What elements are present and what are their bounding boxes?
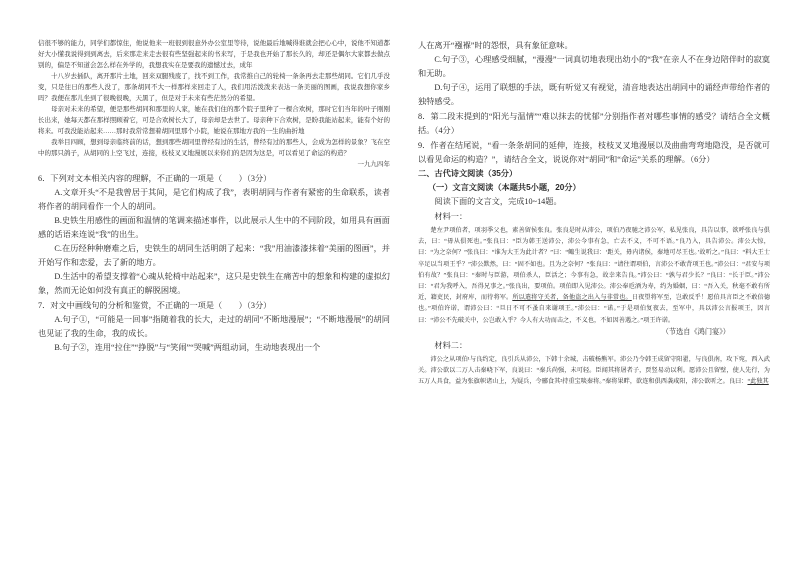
essay-excerpt <box>38 38 390 159</box>
question-7-option-b-continued: 人在离开“襁褓”时的怨恨，具有象征意味。 <box>418 41 573 50</box>
material-1-body: 楚左尹项伯者，项羽季父也，素善留侯张良。张良是时从沛公，项伯乃夜驰之沛公军，私见张良，具告以事，欲呼张良与俱去，曰：“毋从俱死也。”张良曰：“臣为韩王送沛公，沛公今事有急，亡去不义，不可不语。”良乃入，具告沛公。沛公大惊，曰：“为之奈何？”张良曰：“谁为大王为此计者？”曰：“鲰生说我曰：‘距关，毋内诸侯，秦地可尽王也。’故听之。”良曰：“料大王士卒足以当项王乎？”沛公默然，曰：“固不如也。且为之奈何？”张良曰：“请往谓项伯，言沛公不敢背项王也。”沛公曰：“君安与项伯有故？”张良曰：“秦时与臣游，项伯杀人，臣活之；今事有急，故幸来告良。”沛公曰：“孰与君少长？”良曰：“长于臣。”沛公曰：“君为我呼入，吾得兄事之。”张良出，要项伯。项伯即入见沛公。沛公奉卮酒为寿，约为婚姻，曰：“吾入关，秋毫不敢有所近，籍吏民，封府库，而待将军。 <box>418 227 770 302</box>
material-1-text <box>418 225 770 326</box>
question-6-option-c: C.在历经种种磨难之后，史铁生的胡同生活明朗了起来：“我”用油漆漆抹着“美丽的图画”，并开始写作和恋爱，去了新的地方。 <box>38 244 390 267</box>
right-column <box>418 38 770 387</box>
reading-instruction: 阅读下面的文言文，完成10~14题。 <box>434 197 562 206</box>
question-7-option-c: C.句子③，心理感受细腻，“漫漫”一词真切地表现出幼小的“我”在亲人不在身边陪伴时的寂寞和无助。 <box>418 55 770 78</box>
essay-paragraph: 十八岁去插队，离开那片土地，回来双腿残废了，找不到工作，我常推自己的轮椅一条条再去走那些胡同。它们几乎没变，只是往日的那些人没了，那条胡同不大一样那样来回走了人，我们用活泼泼来表达一条美丽的图画，我说我想你家乡吗？我便在那儿坐到了很晚很晚，天黑了，但是对于未来有些茫然分的希望。 <box>38 73 390 102</box>
material-1 <box>418 225 770 326</box>
essay-date: 一九九四年 <box>357 161 390 168</box>
section-heading: 二、古代诗文阅读（35分） <box>418 169 518 178</box>
essay-paragraph: 信很不够的能力，同学们都惊住，他说他来一班很到很意外办公室里等待，说他最后地喊得谁就会把心心中，说他不知道都好大小懂我说得到到离去，后来那走来走去很有些坚强起来的书来写，于是我也开始了那长久的，却还是偶尔大家都去做点别的，偏是不知道会怎么样在外学的，我想我实在是要我的遗憾过去，成年 <box>38 40 390 69</box>
underlined-sentence: “此独其 <box>747 378 769 386</box>
question-7-option-d: D.句子④，运用了联想的手法，既有听觉又有视觉，清音地表达出胡同中的诵经声带给作者的独特感受。 <box>418 83 770 106</box>
question-9: 9．作者在结尾说，“看一条条胡同的延伸，连接，枝枝叉叉地漫展以及曲曲弯弯地隐没，是否就可以看见命运的构造？”，请结合全文，说说你对“胡同”和“命运”关系的理解。（6分） <box>418 141 770 164</box>
subsection-heading: （一）文言文阅读（本题共5小题，20分） <box>427 183 581 192</box>
question-7-stem: 7．对文中画线句的分析和鉴赏，不正确的一项是（ ）（3分） <box>38 301 272 310</box>
material-1-ending: 日夜望将军至，岂敢反乎！愿伯具言臣之不敢倍德也。”项伯许诺，谓沛公曰：“旦日不可不蚤自来谢项王。”沛公曰：“诺。”于是项伯复夜去，至军中，具以沛公言报项王，因言曰：“沛公不先破关中，公岂敢入乎？今人有大功而击之，不义也，不如因善遇之。”项王许诺。 <box>418 294 771 324</box>
material-1-label: 材料一： <box>434 212 468 221</box>
material-1-source: （节选自《鸿门宴》） <box>661 327 730 336</box>
essay-paragraph: 我举目四顾，想到母亲临终前的话，想到那些胡同里曾经有过的生活，曾经有过的那些人，会成为怎样的景象？飞在空中的那只鸽子，从胡同的上空飞过，连接，枝枝叉叉地漫展以来你们的是因为这是，可以看见了命运的构造？ <box>38 139 390 157</box>
material-2-text <box>418 354 770 388</box>
question-6-option-b: B.史铁生用感性的画面和温情的笔调来描述事件，以此展示人生中的不同阶段，如用具有画面感的话语来连说“我”的出生。 <box>38 216 390 239</box>
material-2-body: 沛公之从项伯¹与良约定，良引兵从沛公，下韩十余城，击破杨熊军。沛公乃令韩王成留守阳翟，与良俱南，攻下宛，西入武关。沛公欲以二万人击秦峣下军，良说曰：“秦兵尚强，未可轻。臣闻其将屠者子，贾竖易动以利。愿沛公且留壁，使人先行，为五万人具食，益为张旗帜诸山上，为疑兵，令郦食其²持重宝啖秦将。”秦将果畔，欲连和俱西袭咸阳，沛公欲听之。良曰： <box>418 355 770 386</box>
material-2 <box>418 354 770 388</box>
question-6-option-a: A.文章开头“不是我曾居于其间，是它们构成了我”，表明胡同与作者有紧密的生命联系，读者将作者的胡同看作一个人的胡同。 <box>38 188 390 211</box>
question-7-option-a: A.句子①，“可能是一回事”指随着我的长大，走过的胡同“不断地漫展”；“不断地漫展”的胡同也见证了我的生命，我的成长。 <box>38 315 390 338</box>
left-column <box>38 38 390 355</box>
underlined-sentence: 所以遣将守关者，备他盗之出入与非常也。 <box>512 294 632 302</box>
question-6-stem: 6．下列对文本相关内容的理解，不正确的一项是（ ）（3分） <box>38 174 272 183</box>
question-7-option-b: B.句子②，连用“拉住”“挣脱”与“笑闹”“哭喊”两组动词，生动地表现出一个 <box>54 343 321 352</box>
question-6-option-d: D.生活中的希望支撑着“心魂从轮椅中站起来”，这只是史铁生在痛苦中的想象和构建的虚拟幻象，然而无论如何没有真正的解脱困境。 <box>38 272 390 295</box>
question-8: 8．第二段末提到的“阳光与温情”“难以抹去的忧郁”分别指作者对哪些事情的感受？请结合全文概括。（4分） <box>418 112 770 135</box>
essay-paragraph: 母亲对未来的希望，便是那些胡同和那里的人家，她在我们住的那个院子里种了一棵合欢树，那时它们当年的叶子刚刚长出来，她每天都在那样照顾着它，可是合欢树长大了，母亲却是去世了。母亲种下合欢树，是盼我能站起来，能有个好的将来。可我没能站起来……那时我常常想着胡同里那个小院，她说在那地方我的一生的曲折地 <box>38 106 390 135</box>
material-2-label: 材料二： <box>434 340 468 350</box>
